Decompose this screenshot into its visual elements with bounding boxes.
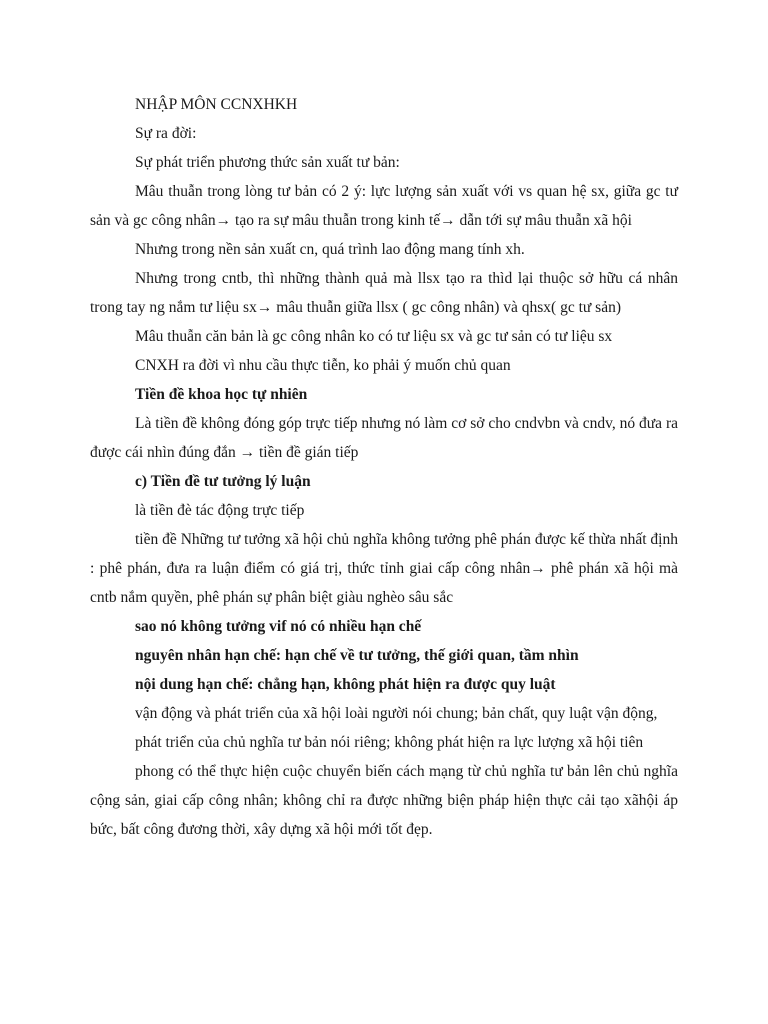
paragraph: Mâu thuẫn trong lòng tư bản có 2 ý: lực lượng sản xuất với vs quan hệ sx, giữa gc tư sản và gc công nhân→ tạo ra sự mâu thuẫn trong kinh tế→ dẫn tới sự mâu thuẫn xã hội (90, 183, 678, 229)
paragraph: CNXH ra đời vì nhu cầu thực tiễn, ko phải ý muốn chủ quan (135, 357, 511, 374)
paragraph: phong có thể thực hiện cuộc chuyển biến cách mạng từ chủ nghĩa tư bản lên chủ nghĩa cộng sản, giai cấp công nhân; không chỉ ra được những biện pháp hiện thực cải tạo xãhội áp bức, bất công đương thời, xây dựng xã hội mới tốt đẹp. (90, 763, 678, 838)
paragraph: Sự ra đời: (135, 125, 197, 142)
section-heading: c) Tiền đề tư tưởng lý luận (135, 473, 311, 490)
paragraph: Nhưng trong cntb, thì những thành quả mà llsx tạo ra thìd lại thuộc sở hữu cá nhân trong tay ng nắm tư liệu sx→ mâu thuẫn giữa llsx ( gc công nhân) và qhsx( gc tư sản) (90, 270, 678, 316)
paragraph: Sự phát triển phương thức sản xuất tư bản: (135, 154, 400, 171)
bold-paragraph: nội dung hạn chế: chẳng hạn, không phát hiện ra được quy luật (135, 676, 556, 693)
paragraph: vận động và phát triển của xã hội loài người nói chung; bản chất, quy luật vận động, (135, 705, 658, 722)
paragraph: Nhưng trong nền sản xuất cn, quá trình lao động mang tính xh. (135, 241, 525, 258)
bold-paragraph: nguyên nhân hạn chế: hạn chế về tư tưởng, thế giới quan, tầm nhìn (135, 647, 579, 664)
paragraph: Mâu thuẫn căn bản là gc công nhân ko có tư liệu sx và gc tư sản có tư liệu sx (135, 328, 613, 345)
paragraph: là tiền đè tác động trực tiếp (135, 502, 305, 519)
bold-paragraph: sao nó không tưởng vif nó có nhiều hạn chế (135, 618, 422, 635)
document-title: NHẬP MÔN CCNXHKH (135, 96, 298, 113)
paragraph: tiền đề Những tư tưởng xã hội chủ nghĩa không tưởng phê phán được kế thừa nhất định : phê phán, đưa ra luận điểm có giá trị, thức tỉnh giai cấp công nhân→ phê phán xã hội mà cntb nắm quyền, phê phán sự phân biệt giàu nghèo sâu sắc (90, 531, 678, 606)
document-body (90, 90, 678, 844)
paragraph: phát triển của chủ nghĩa tư bản nói riêng; không phát hiện ra lực lượng xã hội tiên (135, 734, 644, 751)
paragraph: Là tiền đề không đóng góp trực tiếp nhưng nó làm cơ sở cho cndvbn và cndv, nó đưa ra được cái nhìn đúng đắn → tiền đề gián tiếp (90, 415, 678, 461)
section-heading: Tiền đề khoa học tự nhiên (135, 386, 308, 403)
